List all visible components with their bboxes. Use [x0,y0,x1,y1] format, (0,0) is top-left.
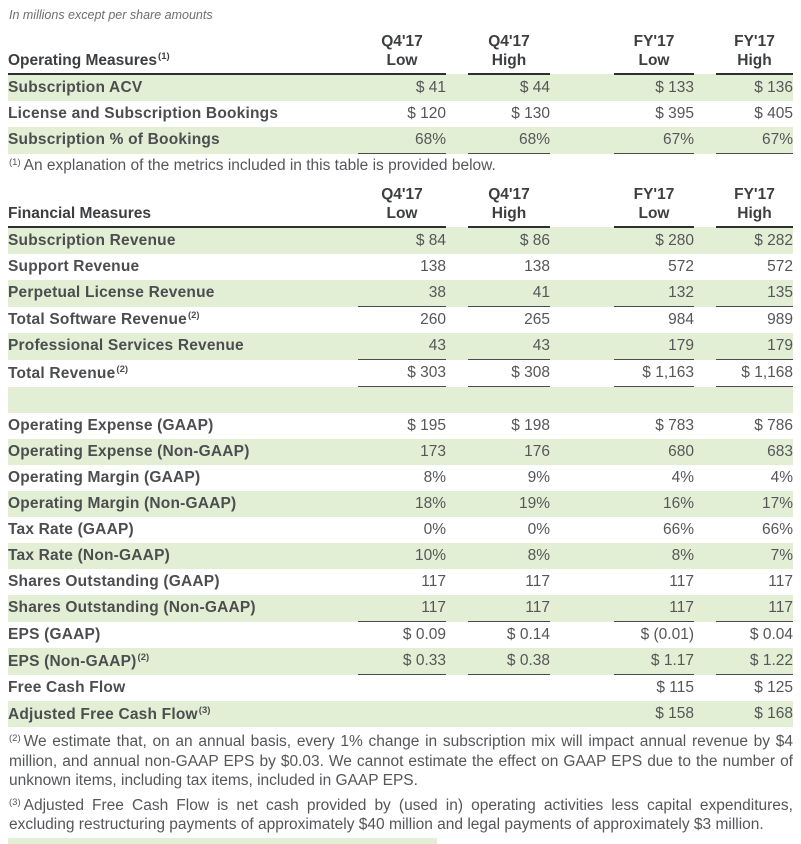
column-gap [446,307,468,334]
cell-value [468,675,550,702]
cell-value: 680 [614,439,694,465]
row-label: Shares Outstanding (GAAP) [8,573,220,590]
cell-value: 68% [468,127,550,154]
row-label: Adjusted Free Cash Flow$^{(3)}$ [8,701,358,727]
cell-value: 0% [423,521,446,538]
cell-value: $ 1,163 [614,360,694,387]
column-header-fy-low: FY'17 Low [614,32,694,74]
cell-value: 572 [668,258,694,275]
column-gap [550,439,614,465]
cell-value: 16% [614,491,694,517]
cell-value: 68% [358,127,446,154]
cell-value: $ 195 [407,417,446,434]
cell-value: $ 0.04 [749,626,793,643]
column-header-fy-high: FY'17 High [716,185,793,227]
column-gap [446,280,468,307]
row-label: Subscription % of Bookings [8,127,358,154]
cell-value [468,387,550,414]
column-gap [694,307,716,334]
table-row [8,307,793,334]
column-gap [550,387,614,414]
cell-value: 17% [716,491,793,517]
footnote-2: $^{(2)}$ We estimate that, on an annual basis, every 1% change in subscription mix will impact annual revenue by $4 million, and annual non-GAAP EPS by $0.03. We cannot estimate the effect on GAAP EPS due to the number of unknown items, including tax items, included in GAAP EPS. [9,733,793,789]
column-gap [446,543,468,569]
column-gap [550,360,614,387]
column-gap [446,491,468,517]
table-row [8,74,793,101]
column-gap [694,595,716,622]
cell-value: 260 [420,311,446,328]
cell-value: 67% [716,127,793,154]
column-gap [446,701,468,727]
column-gap [694,387,716,414]
column-gap [694,648,716,675]
cell-value: $ 168 [716,701,793,727]
cell-value: 179 [614,333,694,360]
cell-value: 117 [525,573,550,590]
cell-value [716,387,793,414]
column-gap [694,333,716,360]
cell-value: 8% [614,543,694,569]
row-label: License and Subscription Bookings [8,105,279,122]
cell-value: 66% [761,521,793,538]
column-gap [550,491,614,517]
column-gap [550,32,614,74]
cell-value: 8% [468,543,550,569]
cell-value: $ 0.33 [358,648,446,675]
footnote-marker: (1) [158,51,170,62]
cell-value: 43 [468,333,550,360]
row-label: Subscription ACV [8,74,358,101]
column-gap [550,254,614,280]
cell-value: 4% [770,469,793,486]
column-gap [550,595,614,622]
column-header-q4-high: Q4'17 High [468,185,550,227]
row-label: Operating Expense (Non-GAAP) [8,439,358,465]
cell-value: 265 [524,311,550,328]
row-label: EPS (GAAP) [8,625,101,643]
column-gap [550,648,614,675]
row-label: Tax Rate (GAAP) [8,521,134,538]
column-gap [446,254,468,280]
cell-value: $ 783 [655,417,694,434]
footnote-marker: (2) [187,310,200,322]
cell-value: $ 130 [511,105,550,122]
column-gap [694,622,716,649]
footnote-marker: (3) [9,796,21,808]
column-gap [446,32,468,74]
table-row [8,254,793,280]
table-row [8,280,793,307]
financial-measures-table [8,185,793,727]
cell-value: $ 0.09 [402,626,446,643]
cell-value: $ 303 [358,360,446,387]
cell-value: $ (0.01) [640,626,694,643]
column-gap [694,360,716,387]
footnote-1: $^{(1)}$ An explanation of the metrics included in this table is provided below. [9,157,496,174]
footnote-marker: (3) [198,704,211,716]
cell-value: $ 308 [468,360,550,387]
cell-value: 8% [423,469,446,486]
cell-value: $ 84 [358,227,446,254]
footnote-marker: (2) [9,733,21,744]
cell-value: 683 [716,439,793,465]
cell-value: 989 [767,311,793,328]
cell-value: $ 41 [358,74,446,101]
operating-title-text: Operating Measures [8,52,158,69]
cell-value: $ 1.22 [716,648,793,675]
column-header-q4-low: Q4'17 Low [358,185,446,227]
column-gap [446,413,468,439]
column-gap [550,622,614,649]
cell-value: $ 282 [716,227,793,254]
column-gap [694,491,716,517]
cell-value: $ 786 [754,417,793,434]
column-gap [694,465,716,491]
column-gap [550,227,614,254]
column-gap [550,569,614,595]
cell-value: $ 0.14 [506,626,550,643]
table-row [8,360,793,387]
row-label: Operating Margin (Non-GAAP) [8,491,358,517]
cell-value: $ 158 [614,701,694,727]
cell-value: $ 120 [407,105,446,122]
cell-value: 4% [671,469,694,486]
cell-value [358,675,446,702]
cell-value: 7% [716,543,793,569]
cell-value: $ 1,168 [716,360,793,387]
column-gap [446,569,468,595]
financial-title [8,185,358,227]
row-label: Professional Services Revenue [8,333,358,360]
column-gap [446,465,468,491]
table-row [8,648,793,675]
row-label: Total Software Revenue$^{(2)}$ [8,310,200,329]
column-gap [550,333,614,360]
table-row [8,439,793,465]
cell-value: $ 0.38 [468,648,550,675]
cell-value: $ 44 [468,74,550,101]
table-row [8,569,793,595]
cell-value: 66% [662,521,694,538]
column-header-q4-high: Q4'17 High [468,32,550,74]
column-gap [694,569,716,595]
column-header-fy-high: FY'17 High [716,32,793,74]
table-row [8,387,793,414]
cell-value: 38 [358,280,446,307]
table-row [8,465,793,491]
cell-value [468,701,550,727]
cell-value: $ 405 [754,105,793,122]
cell-value: $ 395 [655,105,694,122]
cell-value: $ 1.17 [614,648,694,675]
cell-value: 132 [614,280,694,307]
column-gap [550,517,614,543]
row-label: Subscription Revenue [8,227,358,254]
cell-value [614,387,694,414]
column-gap [694,185,716,227]
table-row [8,413,793,439]
cell-value: 117 [768,573,793,590]
column-gap [550,185,614,227]
cell-value: 43 [358,333,446,360]
column-gap [446,675,468,702]
cell-value: 117 [421,573,446,590]
column-gap [446,648,468,675]
cell-value: 117 [468,595,550,622]
row-label: Operating Margin (GAAP) [8,469,201,486]
cell-value: 572 [767,258,793,275]
table-row [8,127,793,154]
footnote-marker: (2) [137,651,150,663]
cell-value: 117 [716,595,793,622]
column-gap [550,701,614,727]
row-label: Perpetual License Revenue [8,280,358,307]
column-gap [694,227,716,254]
column-gap [694,543,716,569]
column-gap [694,701,716,727]
row-label: Operating Expense (GAAP) [8,417,214,434]
cell-value: $ 115 [656,679,694,696]
cell-value: $ 86 [468,227,550,254]
cell-value: 176 [468,439,550,465]
table-row [8,595,793,622]
table-row [8,491,793,517]
cell-value: 984 [668,311,694,328]
column-gap [694,413,716,439]
column-gap [446,595,468,622]
column-gap [446,517,468,543]
column-gap [550,465,614,491]
cell-value [358,387,446,414]
column-gap [550,307,614,334]
column-gap [446,387,468,414]
row-label: Free Cash Flow [8,678,126,696]
footnote-3: $^{(3)}$ Adjusted Free Cash Flow is net cash provided by (used in) operating activities less capital expenditures, excluding restructuring payments of approximately $40 million and legal payments of approximately $3 million. [9,796,793,833]
cell-value: $ 280 [614,227,694,254]
column-header-q4-low: Q4'17 Low [358,32,446,74]
cell-value: 117 [669,573,694,590]
cell-value: 138 [524,258,550,275]
operating-header-row [8,32,793,74]
row-label: Total Revenue$^{(2)}$ [8,363,129,382]
row-label: EPS (Non-GAAP)$^{(2)}$ [8,648,358,675]
cell-value: 67% [614,127,694,154]
table-row [8,517,793,543]
operating-title [8,32,358,74]
column-gap [694,439,716,465]
row-label: Shares Outstanding (Non-GAAP) [8,595,358,622]
operating-measures-table [8,32,793,154]
cell-value: $ 133 [614,74,694,101]
cell-value: 9% [527,469,550,486]
cell-value: 117 [358,595,446,622]
table-row [8,675,793,702]
column-gap [446,227,468,254]
row-label [8,387,358,414]
column-gap [446,439,468,465]
row-label: Support Revenue [8,258,140,275]
cell-value: 173 [358,439,446,465]
financial-header-row [8,185,793,227]
column-gap [550,413,614,439]
column-gap [694,32,716,74]
financial-title-text: Financial Measures [8,205,152,222]
cell-value: 179 [716,333,793,360]
cell-value: 0% [527,521,550,538]
column-gap [694,254,716,280]
column-gap [550,675,614,702]
column-gap [446,622,468,649]
table-row [8,227,793,254]
table-row [8,333,793,360]
row-label: Tax Rate (Non-GAAP) [8,543,358,569]
cell-value: 117 [614,595,694,622]
cell-value: 138 [420,258,446,275]
table-row [8,101,793,127]
cell-value: 19% [468,491,550,517]
column-gap [550,543,614,569]
column-header-fy-low: FY'17 Low [614,185,694,227]
footnote-marker: (2) [116,363,129,375]
cell-value: $ 198 [511,417,550,434]
column-gap [694,517,716,543]
cell-value: 41 [468,280,550,307]
units-note: In millions except per share amounts [9,8,213,22]
column-gap [550,280,614,307]
table-row [8,543,793,569]
column-gap [446,360,468,387]
table-row [8,701,793,727]
column-gap [446,333,468,360]
cell-value: 18% [358,491,446,517]
cell-value: 135 [716,280,793,307]
column-gap [694,280,716,307]
table-row [8,622,793,649]
cell-value [358,701,446,727]
column-gap [446,185,468,227]
footnote-marker: (1) [9,157,21,168]
column-gap [694,675,716,702]
financial-rows [8,227,793,727]
cell-value: $ 125 [754,679,793,696]
cell-value: 10% [358,543,446,569]
partial-row-strip [8,838,437,844]
cell-value: $ 136 [716,74,793,101]
